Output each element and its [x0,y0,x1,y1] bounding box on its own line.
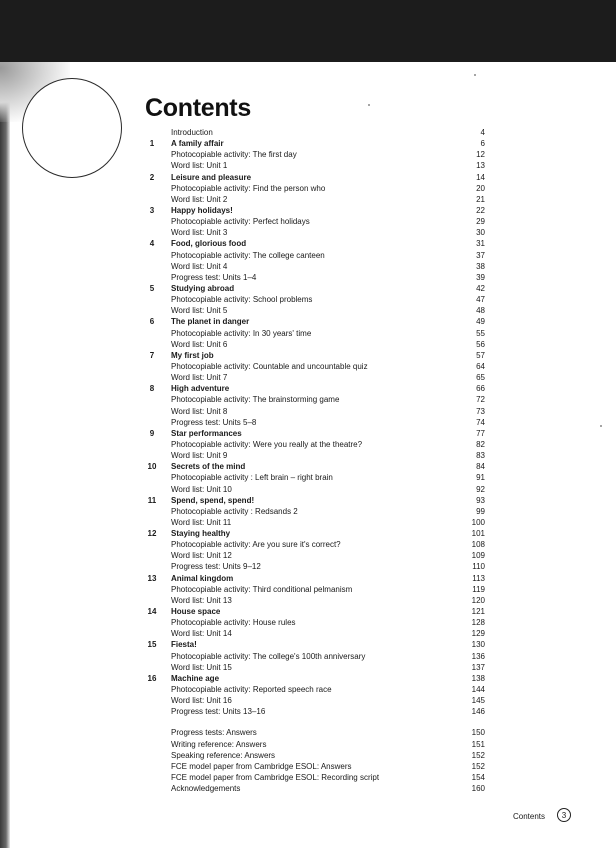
toc-unit-title: A family affair [171,139,224,149]
toc-entry-title: Photocopiable activity: In 30 years' time [171,328,312,338]
toc-page-number: 144 [471,685,485,695]
toc-page-number: 55 [476,328,485,338]
toc-entry-row [145,684,485,695]
toc-unit-title: Star performances [171,428,242,438]
toc-page-number: 12 [476,150,485,160]
toc-page-number: 100 [471,517,485,527]
toc-unit-number: 11 [147,495,157,505]
toc-entry-row [145,761,485,772]
toc-entry-title: Progress tests: Answers [171,728,257,738]
toc-entry-title: Word list: Unit 13 [171,595,232,605]
toc-entry-row [145,406,485,417]
toc-entry-row [145,250,485,261]
toc-entry-title: Photocopiable activity: Third conditional pelmanism [171,584,353,594]
toc-unit-number: 10 [147,462,157,472]
footer-page-number: 3 [557,808,571,822]
toc-entry-row [145,595,485,606]
scan-left-edge [0,62,10,848]
toc-entry-row [145,127,485,138]
toc-page-number: 30 [476,228,485,238]
toc-unit-title: The planet in danger [171,317,250,327]
toc-entry-row [145,339,485,350]
toc-entry-row [145,294,485,305]
toc-page-number: 38 [476,261,485,271]
footer-label: Contents [513,812,546,821]
toc-unit-title: Secrets of the mind [171,462,246,472]
toc-unit-row [145,606,485,617]
toc-unit-number: 16 [147,673,157,683]
toc-entry-title: Word list: Unit 8 [171,406,228,416]
toc-entry-row [145,662,485,673]
toc-entry-title: Writing reference: Answers [171,739,267,749]
toc-unit-row [145,172,485,183]
toc-page-number: 39 [476,272,485,282]
toc-entry-row [145,305,485,316]
scan-speck [474,74,476,76]
toc-entry-title: Photocopiable activity: The brainstorming game [171,395,340,405]
toc-page-number: 83 [476,451,485,461]
toc-page-number: 128 [471,618,485,628]
toc-unit-number: 2 [149,172,155,182]
toc-entry-title: Word list: Unit 5 [171,306,228,316]
toc-entry-title: Speaking reference: Answers [171,750,276,760]
toc-unit-row [145,283,485,294]
scan-speck [600,425,602,427]
toc-entry-title: Progress test: Units 5–8 [171,417,257,427]
toc-entry-title: Photocopiable activity: School problems [171,295,313,305]
toc-entry-title: Progress test: Units 13–16 [171,707,266,717]
toc-unit-number: 5 [149,283,155,293]
toc-page-number: 130 [471,640,485,650]
toc-page-number: 129 [471,629,485,639]
toc-page-number: 120 [471,595,485,605]
toc-unit-row [145,528,485,539]
toc-entry-row [145,272,485,283]
toc-entry-row [145,160,485,171]
toc-page-number: 31 [476,239,485,249]
toc-entry-title: Word list: Unit 3 [171,228,228,238]
toc-entry-title: Word list: Unit 12 [171,551,232,561]
toc-entry-row [145,183,485,194]
toc-entry-title: Word list: Unit 9 [171,451,228,461]
toc-unit-title: Food, glorious food [171,239,247,249]
toc-unit-number: 14 [147,607,157,617]
toc-entry-title: Progress test: Units 9–12 [171,562,261,572]
toc-unit-row [145,316,485,327]
toc-unit-number: 7 [149,350,155,360]
toc-page-number: 6 [480,139,485,149]
toc-entry-title: Word list: Unit 10 [171,484,232,494]
toc-unit-number: 12 [147,529,157,539]
toc-unit-title: Spend, spend, spend! [171,495,255,505]
toc-entry-row [145,750,485,761]
toc-unit-title: Machine age [171,673,220,683]
toc-entry-row [145,584,485,595]
toc-page-number: 64 [476,361,485,371]
toc-page-number: 160 [471,784,485,794]
toc-page-number: 146 [471,707,485,717]
toc-page-number: 99 [476,506,485,516]
toc-unit-number: 4 [149,239,155,249]
toc-page-number: 4 [480,128,485,137]
toc-page-number: 91 [476,473,485,483]
toc-page-number: 136 [471,651,485,661]
toc-page-number: 66 [476,384,485,394]
toc-unit-row [145,573,485,584]
toc-entry-title: Photocopiable activity: The college canteen [171,250,325,260]
toc-page-number: 101 [471,529,485,539]
toc-page-number: 65 [476,373,485,383]
toc-page-number: 72 [476,395,485,405]
toc-unit-row [145,461,485,472]
toc-page-number: 110 [472,562,485,572]
toc-page-number: 113 [472,573,485,583]
toc-page-number: 47 [476,295,485,305]
toc-unit-row [145,383,485,394]
scan-dark-band [0,0,616,62]
toc-entry-title: Word list: Unit 4 [171,261,228,271]
toc-entry-row [145,617,485,628]
toc-unit-number: 13 [147,573,157,583]
toc-entry-title: Photocopiable activity: The college's 100th anniversary [171,651,366,661]
scan-speck [368,104,370,106]
toc-entry-title: Photocopiable activity: Are you sure it's correct? [171,540,341,550]
toc-entry-title: Word list: Unit 15 [171,662,232,672]
toc-unit-number: 8 [149,384,155,394]
toc-page-number: 73 [476,406,485,416]
toc-page-number: 20 [476,183,485,193]
toc-unit-number: 1 [149,139,155,149]
toc-entry-row [145,439,485,450]
toc-unit-row [145,238,485,249]
toc-unit-row [145,428,485,439]
toc-entry-title: Word list: Unit 2 [171,194,228,204]
toc-entry-row [145,772,485,783]
toc-unit-title: Fiesta! [171,640,197,650]
toc-unit-number: 3 [149,205,155,215]
toc-entry-title: Photocopiable activity: House rules [171,618,296,628]
hole-punch [22,78,122,178]
toc-page-number: 77 [476,428,485,438]
toc-page-number: 121 [471,607,485,617]
toc-page-number: 145 [471,696,485,706]
toc-page-number: 119 [472,584,485,594]
toc-entry-row [145,695,485,706]
toc-page-number: 137 [471,662,485,672]
toc-page-number: 109 [471,551,485,561]
toc-unit-row [145,639,485,650]
toc-entry-title: Photocopiable activity : Redsands 2 [171,506,298,516]
toc-entry-title: Word list: Unit 16 [171,696,232,706]
toc-unit-number: 15 [147,640,157,650]
toc-entry-row [145,706,485,717]
toc-entry-row [145,506,485,517]
toc-page-number: 57 [476,350,485,360]
toc-entry-title: Word list: Unit 14 [171,629,232,639]
toc-entry-row [145,651,485,662]
toc-entry-title: Word list: Unit 7 [171,373,228,383]
toc-page-number: 154 [471,773,485,783]
toc-entry-row [145,194,485,205]
toc-page-number: 152 [471,750,485,760]
toc-entry-row [145,550,485,561]
toc-entry-row [145,472,485,483]
toc-page-number: 21 [476,194,485,204]
toc-page-number: 13 [476,161,485,171]
toc-entry-row [145,628,485,639]
toc-page-number: 29 [476,217,485,227]
toc-unit-title: Leisure and pleasure [171,172,252,182]
toc-entry-row [145,328,485,339]
toc-entry-row [145,727,485,738]
toc-page-number: 37 [476,250,485,260]
page-title: Contents [145,94,251,122]
toc-entry-row [145,417,485,428]
toc-page-number: 152 [471,761,485,771]
toc-page-number: 42 [476,283,485,293]
toc-unit-title: Staying healthy [171,529,231,539]
toc-unit-row [145,673,485,684]
toc-entry-row [145,372,485,383]
toc-unit-number: 6 [149,317,155,327]
toc-entry-title: Word list: Unit 6 [171,339,228,349]
table-of-contents [145,127,485,794]
toc-page-number: 92 [476,484,485,494]
toc-page-number: 56 [476,339,485,349]
toc-unit-title: My first job [171,350,214,360]
toc-page-number: 138 [471,673,485,683]
toc-entry-title: Introduction [171,128,213,137]
toc-entry-title: Word list: Unit 11 [171,517,232,527]
toc-entry-row [145,394,485,405]
toc-entry-row [145,261,485,272]
toc-unit-row [145,138,485,149]
toc-unit-title: Studying abroad [171,283,235,293]
toc-page-number: 82 [476,439,485,449]
toc-entry-title: Photocopiable activity: Find the person who [171,183,326,193]
toc-entry-row [145,783,485,794]
toc-entry-row [145,149,485,160]
toc-entry-title: FCE model paper from Cambridge ESOL: Answers [171,761,352,771]
toc-entry-title: Photocopiable activity: Were you really at the theatre? [171,439,363,449]
toc-entry-title: FCE model paper from Cambridge ESOL: Recording script [171,773,380,783]
toc-unit-row [145,495,485,506]
toc-entry-row [145,484,485,495]
toc-entry-title: Photocopiable activity: The first day [171,150,297,160]
toc-page-number: 22 [476,205,485,215]
toc-unit-title: House space [171,607,221,617]
toc-entry-title: Word list: Unit 1 [171,161,228,171]
toc-unit-number: 9 [149,428,155,438]
toc-unit-title: High adventure [171,384,230,394]
toc-entry-title: Acknowledgements [171,784,241,794]
toc-page-number: 84 [476,462,485,472]
toc-entry-row [145,561,485,572]
toc-entry-row [145,361,485,372]
toc-page-number: 49 [476,317,485,327]
toc-unit-title: Happy holidays! [171,205,233,215]
toc-entry-row [145,739,485,750]
toc-entry-title: Photocopiable activity : Left brain – right brain [171,473,333,483]
toc-entry-title: Photocopiable activity: Countable and uncountable quiz [171,361,368,371]
toc-page-number: 108 [471,540,485,550]
toc-entry-row [145,216,485,227]
toc-page-number: 150 [471,728,485,738]
toc-entry-row [145,450,485,461]
toc-entry-title: Photocopiable activity: Perfect holidays [171,217,310,227]
toc-page-number: 151 [471,739,485,749]
toc-entry-row [145,517,485,528]
toc-unit-row [145,350,485,361]
toc-entry-title: Photocopiable activity: Reported speech race [171,685,332,695]
toc-page-number: 14 [476,172,485,182]
toc-entry-row [145,539,485,550]
toc-page-number: 48 [476,306,485,316]
toc-page-number: 93 [476,495,485,505]
toc-unit-row [145,205,485,216]
toc-page-number: 74 [476,417,485,427]
toc-unit-title: Animal kingdom [171,573,234,583]
toc-entry-row [145,227,485,238]
toc-entry-title: Progress test: Units 1–4 [171,272,257,282]
